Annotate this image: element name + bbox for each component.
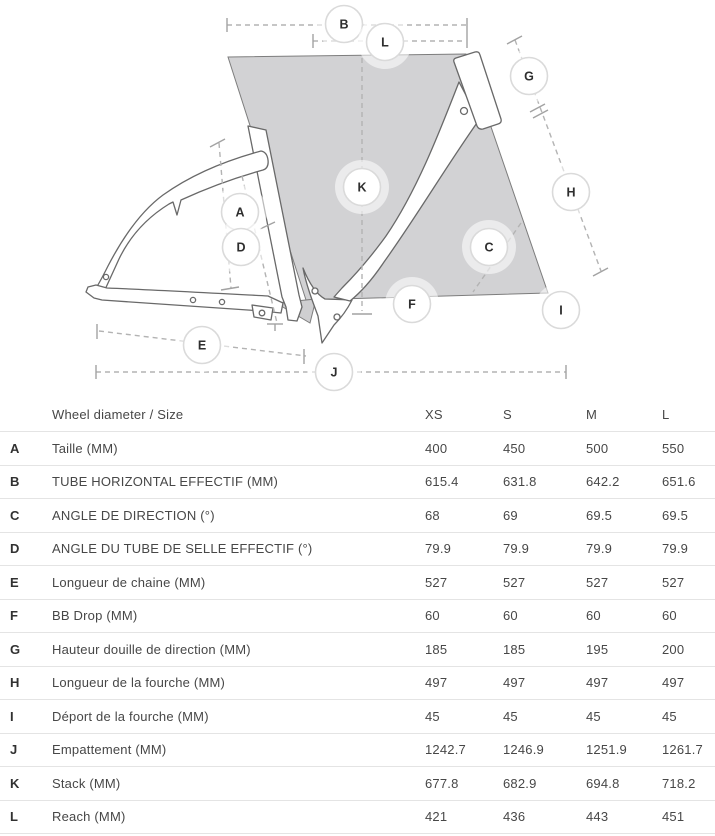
row-label: ANGLE DE DIRECTION (°) [52, 507, 215, 523]
badge-letter: I [559, 303, 563, 318]
bolt [461, 108, 468, 115]
badge-letter: A [235, 205, 245, 220]
row-label: Empattement (MM) [52, 742, 167, 758]
dimension-badge-d [214, 220, 268, 274]
row-label: Longueur de chaine (MM) [52, 574, 206, 590]
row-key: G [10, 641, 21, 657]
bolt [312, 288, 318, 294]
bolt [103, 274, 108, 279]
table-row [0, 566, 715, 600]
row-key: A [10, 440, 20, 456]
row-value-m: 642.2 [586, 474, 620, 490]
row-key: B [10, 474, 20, 490]
dimension-badge-c [462, 220, 516, 274]
row-value-m: 500 [586, 440, 609, 456]
row-value-m: 79.9 [586, 541, 613, 557]
row-value-s: 185 [503, 641, 526, 657]
bolt [219, 299, 224, 304]
row-value-s: 79.9 [503, 541, 530, 557]
row-value-xs: 615.4 [425, 474, 459, 490]
row-value-m: 195 [586, 641, 609, 657]
table-row [0, 667, 715, 701]
dimension-badge-k [335, 160, 389, 214]
table-row [0, 801, 715, 835]
badge-letter: C [484, 240, 494, 255]
row-value-m: 694.8 [586, 775, 620, 791]
row-value-s: 60 [503, 608, 518, 624]
table-row [0, 767, 715, 801]
row-value-l: 200 [662, 641, 685, 657]
badge-letter: B [339, 17, 349, 32]
badge-letter: L [381, 35, 389, 50]
row-value-l: 69.5 [662, 507, 689, 523]
row-key: F [10, 608, 19, 624]
row-value-l: 550 [662, 440, 685, 456]
row-key: L [10, 809, 19, 825]
row-value-m: 69.5 [586, 507, 613, 523]
row-label: Taille (MM) [52, 440, 118, 456]
row-value-l: 79.9 [662, 541, 689, 557]
row-label: TUBE HORIZONTAL EFFECTIF (MM) [52, 474, 279, 490]
row-value-xs: 497 [425, 675, 448, 691]
row-label: BB Drop (MM) [52, 608, 138, 624]
header-size-m: M [586, 407, 598, 422]
row-value-xs: 68 [425, 507, 440, 523]
header-label: Wheel diameter / Size [52, 407, 184, 422]
row-key: K [10, 775, 20, 791]
dimension-badge-h [544, 165, 598, 219]
row-value-xs: 527 [425, 574, 448, 590]
bolt [334, 314, 340, 320]
table-row [0, 700, 715, 734]
row-value-l: 1261.7 [662, 742, 703, 758]
dimension-badge-l [358, 15, 412, 69]
badge-letter: K [357, 180, 367, 195]
row-value-xs: 185 [425, 641, 448, 657]
geometry-table [0, 398, 715, 834]
row-value-s: 69 [503, 507, 518, 523]
row-label: Hauteur douille de direction (MM) [52, 641, 251, 657]
row-value-xs: 60 [425, 608, 440, 624]
row-value-m: 45 [586, 708, 601, 724]
row-value-l: 60 [662, 608, 677, 624]
table-body [0, 432, 715, 834]
badge-letter: F [408, 297, 416, 312]
row-value-s: 497 [503, 675, 526, 691]
row-value-l: 497 [662, 675, 685, 691]
badge-letter: H [566, 185, 576, 200]
row-key: J [10, 742, 18, 758]
row-value-l: 45 [662, 708, 677, 724]
row-value-s: 1246.9 [503, 742, 544, 758]
row-value-s: 450 [503, 440, 526, 456]
row-label: ANGLE DU TUBE DE SELLE EFFECTIF (°) [52, 541, 313, 557]
row-key: C [10, 507, 20, 523]
badge-letter: D [236, 240, 246, 255]
header-size-s: S [503, 407, 512, 422]
table-row [0, 734, 715, 768]
table-row [0, 633, 715, 667]
table-header-row [0, 398, 715, 432]
table-row [0, 600, 715, 634]
row-value-s: 682.9 [503, 775, 537, 791]
row-value-xs: 677.8 [425, 775, 459, 791]
row-value-l: 651.6 [662, 474, 696, 490]
row-value-m: 1251.9 [586, 742, 627, 758]
row-key: I [10, 708, 14, 724]
row-value-xs: 79.9 [425, 541, 452, 557]
row-value-xs: 45 [425, 708, 440, 724]
row-value-m: 497 [586, 675, 609, 691]
dimension-badge-i [534, 283, 588, 337]
frame-geometry-diagram [0, 0, 715, 398]
row-value-l: 527 [662, 574, 685, 590]
badge-letter: J [330, 365, 338, 380]
table-row [0, 432, 715, 466]
dimension-badge-g [502, 49, 556, 103]
table-row [0, 499, 715, 533]
badge-letter: E [197, 338, 207, 353]
row-label: Stack (MM) [52, 775, 121, 791]
row-value-s: 436 [503, 809, 526, 825]
row-value-m: 443 [586, 809, 609, 825]
row-label: Reach (MM) [52, 809, 126, 825]
row-key: H [10, 675, 20, 691]
row-value-xs: 1242.7 [425, 742, 466, 758]
row-value-s: 527 [503, 574, 526, 590]
row-label: Longueur de la fourche (MM) [52, 675, 226, 691]
row-label: Déport de la fourche (MM) [52, 708, 209, 724]
row-key: D [10, 541, 20, 557]
row-key: E [10, 574, 19, 590]
dimension-badge-e [175, 318, 229, 372]
row-value-s: 631.8 [503, 474, 537, 490]
row-value-s: 45 [503, 708, 518, 724]
row-value-l: 451 [662, 809, 685, 825]
row-value-l: 718.2 [662, 775, 696, 791]
row-value-xs: 421 [425, 809, 448, 825]
bolt [259, 310, 265, 316]
table-row [0, 533, 715, 567]
table-row [0, 466, 715, 500]
bolt [190, 297, 195, 302]
row-value-m: 60 [586, 608, 601, 624]
dimension-badge-j [307, 345, 361, 398]
header-size-l: L [662, 407, 670, 422]
badge-letter: G [524, 69, 534, 84]
header-size-xs: XS [425, 407, 443, 422]
dimension-badge-f [385, 277, 439, 331]
row-value-xs: 400 [425, 440, 448, 456]
row-value-m: 527 [586, 574, 609, 590]
